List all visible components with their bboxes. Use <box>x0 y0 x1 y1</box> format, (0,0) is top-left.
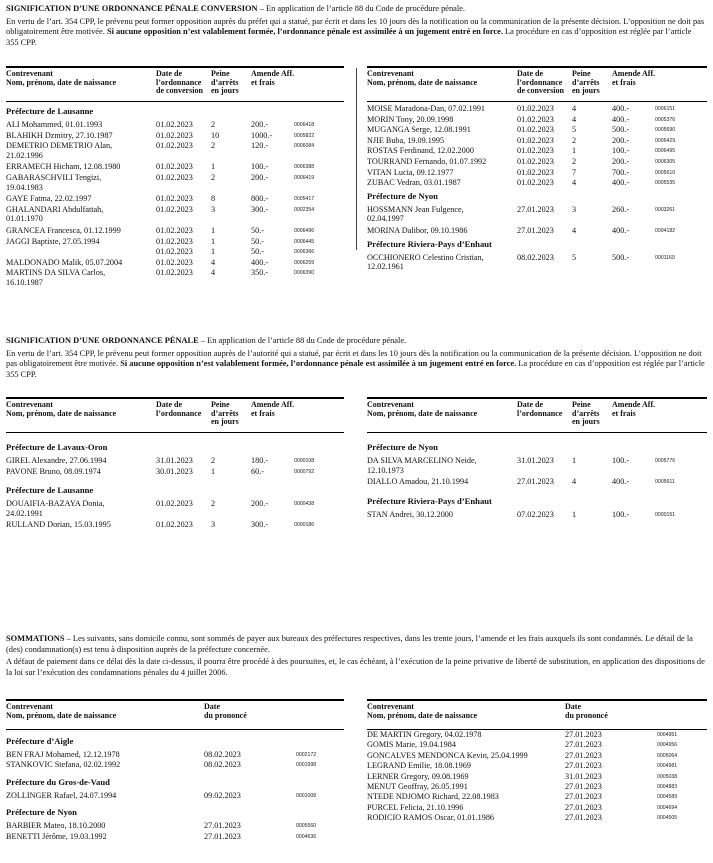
sec1-left-top-rule <box>6 66 344 68</box>
row-amende: 180.- <box>251 456 269 465</box>
row-name: BEN FRAJ Mohamed, 12.12.1978 <box>6 750 120 759</box>
row-date: 31.01.2023 <box>517 456 554 465</box>
row-peine: 10 <box>211 130 220 140</box>
column-header-date: Date du prononcé <box>565 702 608 720</box>
row-aff-number: 0000108 <box>294 458 315 464</box>
row-aff-number: 0000151 <box>655 511 676 518</box>
section-3-text: A défaut de paiement dans ce délai dès la date ci-dessus, il pourra être procédé à des poursuites, et, le cas échéant, à l’exécution de la peine privative de liberté de substitution, en application des dispositions de la loi sur l’exécution des condamnations pénales du 4 juillet 2006. <box>6 657 705 677</box>
row-name: DEMETRIO DEMETRIO Alan, 21.02.1996 <box>6 141 113 160</box>
column-header-date: Date de l’ordonnance de conversion <box>156 69 203 96</box>
row-name: GHALANDARI Abdulfattah, 01.01.1970 <box>6 204 104 224</box>
sec1-right-top-rule <box>367 66 707 68</box>
row-aff-number: 0001008 <box>296 792 317 799</box>
column-header-name: Contrevenant Nom, prénom, date de naissance <box>367 400 478 418</box>
row-aff-number: 0006390 <box>294 270 315 277</box>
row-amende: 50.- <box>251 236 264 246</box>
row-name: ALI Mohammed, 01.01.1993 <box>6 120 103 129</box>
row-peine: 1 <box>211 162 216 172</box>
row-date: 01.02.2023 <box>517 167 554 177</box>
row-name: GONCALVES MENDONCA Kevin, 25.04.1999 <box>367 750 528 760</box>
row-date: 27.01.2023 <box>565 782 602 791</box>
row-aff-number: 0001169 <box>655 254 675 261</box>
row-name: MORINA Dalibor, 09.10.1986 <box>367 226 468 235</box>
row-peine: 2 <box>572 157 577 166</box>
sec3-right-top-rule <box>367 699 707 701</box>
row-date: 27.01.2023 <box>565 730 602 739</box>
row-aff-number: 0000792 <box>294 468 315 475</box>
row-name: MALDONADO Malik, 05.07.2004 <box>6 257 123 267</box>
row-peine: 4 <box>572 114 577 124</box>
column-header-name: Contrevenant Nom, prénom, date de naissance <box>6 702 117 720</box>
row-peine: 1 <box>211 247 216 257</box>
row-aff-number: 0005535 <box>655 180 676 187</box>
row-aff-number: 0006084 <box>294 143 315 150</box>
row-date: 27.01.2023 <box>565 761 602 771</box>
row-peine: 2 <box>572 135 577 145</box>
column-header-peine: Peine d’arrêts en jours <box>211 400 239 427</box>
row-amende: 300.- <box>251 520 269 530</box>
section-1-text-end: La procédure en cas d’opposition est réglée par l’article 355 CPP. <box>6 27 692 47</box>
row-date: 01.02.2023 <box>156 130 193 140</box>
row-amende: 260.- <box>612 204 630 214</box>
row-amende: 100.- <box>612 146 630 156</box>
row-date: 27.01.2023 <box>204 821 241 831</box>
row-peine: 5 <box>572 125 577 135</box>
row-date: 27.01.2023 <box>517 204 554 214</box>
row-name: PAVONE Bruno, 08.09.1974 <box>6 466 101 476</box>
row-date: 27.01.2023 <box>204 831 241 841</box>
row-date: 27.01.2023 <box>565 792 602 802</box>
row-date: 01.02.2023 <box>156 247 193 257</box>
row-date: 01.02.2023 <box>156 520 193 530</box>
row-amende: 50.- <box>251 247 264 257</box>
row-aff-number: 0006151 <box>655 106 676 112</box>
column-header-date: Date du prononcé <box>204 702 247 720</box>
column-header-aff: Aff. <box>281 69 295 78</box>
row-aff-number: 0006388 <box>294 164 315 171</box>
row-aff-number: 0006495 <box>655 148 676 155</box>
row-date: 27.01.2023 <box>565 740 602 750</box>
row-peine: 1 <box>572 509 577 519</box>
column-header-amende: Amende et frais <box>251 69 280 87</box>
row-name: MARTINS DA SILVA Carlos, 16.10.1987 <box>6 268 106 287</box>
row-aff-number: 0004694 <box>657 804 678 811</box>
sec3-left-header-rule <box>6 729 344 730</box>
row-amende: 400.- <box>251 257 269 267</box>
column-header-name: Contrevenant Nom, prénom, date de naissance <box>367 69 478 87</box>
row-peine: 1 <box>211 466 216 476</box>
row-peine: 1 <box>572 146 577 156</box>
row-date: 27.01.2023 <box>565 813 602 823</box>
row-name: LEGRAND Emilie, 18.08.1969 <box>367 761 471 771</box>
row-date: 27.01.2023 <box>517 477 554 487</box>
row-amende: 50.- <box>251 226 264 235</box>
row-amende: 400.- <box>612 114 630 124</box>
row-aff-number: 0006429 <box>655 137 676 144</box>
row-name: GIREL Alexandre, 27.06.1994 <box>6 456 107 465</box>
sec2-left-top-rule <box>6 397 344 399</box>
row-date: 01.02.2023 <box>156 268 193 278</box>
row-aff-number: 0002172 <box>296 752 317 758</box>
row-aff-number: 0001998 <box>296 762 317 769</box>
section-3-title: SOMMATIONS <box>6 634 65 643</box>
row-date: 01.02.2023 <box>156 120 193 129</box>
row-peine: 4 <box>572 104 577 113</box>
row-name: NTEDE NDJOMO Richard, 22.08.1983 <box>367 792 499 802</box>
row-peine: 5 <box>572 252 577 262</box>
row-name: STANKOVIC Stefana, 02.02.1992 <box>6 760 121 770</box>
row-aff-number: 0005038 <box>657 773 678 780</box>
row-name: TOURRAND Fernando, 01.07.1992 <box>367 157 487 166</box>
row-date: 31.01.2023 <box>156 456 193 465</box>
row-aff-number: 0002354 <box>294 206 315 213</box>
row-amende: 500.- <box>612 252 630 262</box>
row-amende: 100.- <box>251 162 269 172</box>
row-name: ZOLLINGER Rafael, 24.07.1994 <box>6 790 117 800</box>
column-header-aff: Aff. <box>642 69 656 78</box>
sec1-column-separator <box>356 68 357 250</box>
row-name: ZUBAC Vedran, 03.01.1987 <box>367 178 461 188</box>
row-date: 31.01.2023 <box>565 771 602 781</box>
row-aff-number: 0006419 <box>294 175 315 181</box>
row-amende: 500.- <box>612 125 630 135</box>
row-peine: 1 <box>572 456 577 465</box>
row-name: PURCEL Felicia, 21.10.1996 <box>367 802 464 812</box>
row-amende: 700.- <box>612 167 630 177</box>
row-name: RULLAND Dorian, 15.03.1995 <box>6 520 111 530</box>
row-peine: 2 <box>211 141 216 151</box>
sec1-right-header-rule <box>367 101 707 102</box>
row-amende: 800.- <box>251 194 269 204</box>
row-name: LERNER Gregory, 09.08.1969 <box>367 771 469 781</box>
row-date: 01.02.2023 <box>517 135 554 145</box>
row-date: 01.02.2023 <box>156 204 193 214</box>
row-date: 08.02.2023 <box>517 252 554 262</box>
column-header-date: Date de l’ordonnance <box>517 400 563 418</box>
row-amende: 60.- <box>251 466 264 476</box>
row-date: 01.02.2023 <box>156 162 193 172</box>
row-date: 08.02.2023 <box>204 750 241 759</box>
section-2-title-rest: – En application de l’article 88 du Code de procédure pénale. <box>198 336 407 345</box>
row-aff-number: 0004589 <box>657 794 678 801</box>
section-3-intro <box>6 634 706 680</box>
section-1-text: En vertu de l’art. 354 CPP, le prévenu peut former opposition auprès du préfet qui a statué, par écrit et dans les 10 jours dès la notification ou la communication de la présente décision. L’opposition ne doit pas obligatoirement être motivée. <box>6 16 705 37</box>
row-amende: 1000.- <box>251 130 273 140</box>
row-date: 01.02.2023 <box>156 226 193 235</box>
row-name: NJIE Buba, 19.09.1995 <box>367 135 445 145</box>
row-aff-number: 0004981 <box>657 763 678 770</box>
prefecture-heading: Préfecture d’Aigle <box>6 736 74 746</box>
row-aff-number: 0004883 <box>657 784 678 790</box>
row-aff-number: 0006366 <box>294 249 315 256</box>
row-date: 30.01.2023 <box>156 466 193 476</box>
prefecture-heading: Préfecture de Nyon <box>367 442 438 452</box>
prefecture-heading: Préfecture Riviera-Pays d’Enhaut <box>367 495 492 506</box>
column-header-date: Date de l’ordonnance <box>156 400 202 418</box>
row-aff-number: 0006418 <box>294 122 315 128</box>
prefecture-heading: Préfecture de Lausanne <box>6 106 94 116</box>
row-amende: 400.- <box>612 477 630 487</box>
row-peine: 1 <box>211 226 216 235</box>
column-header-amende: Amende et frais <box>612 400 641 418</box>
row-aff-number: 0005611 <box>655 479 675 486</box>
row-peine: 2 <box>211 456 216 465</box>
prefecture-heading: Préfecture de Lausanne <box>6 485 94 496</box>
sec1-left-header-rule <box>6 101 344 102</box>
row-date: 01.02.2023 <box>156 257 193 267</box>
column-header-peine: Peine d’arrêts en jours <box>572 69 600 96</box>
prefecture-heading: Préfecture de Nyon <box>367 190 438 201</box>
section-2-bold-text: Si aucune opposition n’est valablement formée, l’ordonnance pénale est assimilée à un jugement entré en force. <box>120 359 517 369</box>
row-name: ROSTAS Ferdinand, 12.02.2000 <box>367 146 474 156</box>
row-name: JAGGI Baptiste, 27.05.1994 <box>6 236 100 246</box>
row-aff-number: 0005376 <box>655 116 676 123</box>
column-header-date: Date de l’ordonnance de conversion <box>517 69 564 96</box>
row-date: 27.01.2023 <box>565 802 602 812</box>
row-date: 01.02.2023 <box>517 104 554 113</box>
row-peine: 3 <box>572 204 577 214</box>
row-name: GABARASCHVILI Tengizi, 19.04.1983 <box>6 173 102 192</box>
row-aff-number: 0006305 <box>655 159 676 165</box>
column-header-name: Contrevenant Nom, prénom, date de naissance <box>367 702 478 720</box>
row-aff-number: 0004505 <box>657 815 678 822</box>
row-aff-number: 0000438 <box>294 501 315 508</box>
section-1-intro <box>6 4 706 50</box>
column-header-aff: Aff. <box>281 400 295 409</box>
sec2-left-header-rule <box>6 432 344 433</box>
row-date: 01.02.2023 <box>156 236 193 246</box>
row-aff-number: 0005690 <box>655 127 676 134</box>
row-name: GOMIS Marie, 19.04.1984 <box>367 740 456 750</box>
row-peine: 3 <box>211 520 216 530</box>
row-amende: 200.- <box>612 157 630 166</box>
row-aff-number: 0004951 <box>657 732 678 738</box>
prefecture-heading: Préfecture Riviera-Pays d’Enhaut <box>367 238 492 249</box>
row-peine: 1 <box>211 236 216 246</box>
row-aff-number: 0006445 <box>294 238 315 245</box>
row-name: DA SILVA MARCELINO Neide, 12.10.1973 <box>367 456 477 475</box>
column-header-name: Contrevenant Nom, prénom, date de naissance <box>6 69 117 87</box>
row-name: MOISE Maradona-Dan, 07.02.1991 <box>367 104 486 113</box>
row-peine: 4 <box>211 257 216 267</box>
column-header-peine: Peine d’arrêts en jours <box>572 400 600 427</box>
row-amende: 200.- <box>612 135 630 145</box>
row-date: 01.02.2023 <box>517 178 554 188</box>
row-aff-number: 0005776 <box>655 458 676 464</box>
row-date: 01.02.2023 <box>517 146 554 156</box>
section-1-title: SIGNIFICATION D’UNE ORDONNANCE PÉNALE CONVERSION <box>6 4 258 13</box>
row-amende: 200.- <box>251 173 269 182</box>
row-peine: 2 <box>211 120 216 129</box>
row-peine: 2 <box>211 173 216 182</box>
column-header-amende: Amende et frais <box>612 69 641 87</box>
section-3-title-rest: – Les suivants, sans domicile connu, sont sommés de payer aux bureaux des préfectures respectives, dans les trente jours, l’amende et les frais auxquels ils sont condamnés. Le détail de la (des) condamnation(s) est tenu à disposition auprès de la préfecture concernée. <box>6 634 693 654</box>
row-date: 07.02.2023 <box>517 509 554 519</box>
row-name: DOUAIFIA-BAZAYA Donia, 24.02.1991 <box>6 499 105 518</box>
row-name: DE MARTIN Gregory, 04.02.1978 <box>367 730 482 739</box>
row-name: DIALLO Amadou, 21.10.1994 <box>367 477 469 487</box>
row-date: 01.02.2023 <box>517 157 554 166</box>
row-amende: 300.- <box>251 204 269 214</box>
row-peine: 2 <box>211 499 216 509</box>
row-date: 01.02.2023 <box>156 141 193 151</box>
column-header-name: Contrevenant Nom, prénom, date de naissance <box>6 400 117 418</box>
row-peine: 4 <box>572 178 577 188</box>
row-name: MUGANGA Serge, 12.08.1991 <box>367 125 471 135</box>
section-1-bold-text: Si aucune opposition n’est valablement formée, l’ordonnance pénale est assimilée à un jugement entré en force. <box>106 27 503 37</box>
row-peine: 4 <box>572 226 577 235</box>
sec2-right-header-rule <box>367 432 707 433</box>
row-peine: 4 <box>572 477 577 487</box>
row-date: 09.02.2023 <box>204 790 241 800</box>
row-aff-number: 0005417 <box>294 196 315 203</box>
row-amende: 100.- <box>612 456 630 465</box>
row-name: BENETTI Jérôme, 19.03.1992 <box>6 831 107 841</box>
row-name: HOSSMANN Jean Fulgence, 02.04.1997 <box>367 204 464 224</box>
section-2-intro <box>6 336 706 382</box>
row-aff-number: 0006259 <box>294 259 315 266</box>
column-header-aff: Aff. <box>642 400 656 409</box>
row-aff-number: 0000186 <box>294 522 315 529</box>
sec2-right-top-rule <box>367 397 707 399</box>
column-header-amende: Amende et frais <box>251 400 280 418</box>
section-2-title: SIGNIFICATION D’UNE ORDONNANCE PÉNALE <box>6 336 199 345</box>
row-name: BARBIER Mateo, 18.10.2000 <box>6 821 106 831</box>
row-name: MENUT Geoffray, 26.05.1991 <box>367 782 468 791</box>
row-peine: 3 <box>211 204 216 214</box>
row-amende: 200.- <box>251 499 269 509</box>
row-name: GAYE Fatma, 22.02.1997 <box>6 194 92 204</box>
row-name: ERRAMECH Hicham, 12.08.1980 <box>6 162 121 172</box>
row-date: 01.02.2023 <box>156 194 193 204</box>
row-amende: 120.- <box>251 141 269 151</box>
row-amende: 400.- <box>612 104 630 113</box>
row-aff-number: 0006496 <box>294 228 315 234</box>
row-date: 08.02.2023 <box>204 760 241 770</box>
row-name: RODICIO RAMOS Oscar, 01.01.1986 <box>367 813 495 823</box>
row-aff-number: 0005560 <box>296 823 317 830</box>
row-date: 01.02.2023 <box>517 125 554 135</box>
row-amende: 100.- <box>612 509 630 519</box>
row-date: 01.02.2023 <box>156 499 193 509</box>
row-amende: 400.- <box>612 226 630 235</box>
row-aff-number: 0005064 <box>657 752 678 759</box>
row-name: STAN Andrei, 30.12.2000 <box>367 509 453 519</box>
row-amende: 350.- <box>251 268 269 278</box>
row-aff-number: 0005822 <box>294 132 315 139</box>
row-name: OCCHIONERO Celestino Cristian, 12.02.1961 <box>367 252 484 272</box>
row-aff-number: 0004182 <box>655 228 676 234</box>
prefecture-heading: Préfecture de Nyon <box>6 807 77 818</box>
row-name: MORIN Tony, 20.09.1998 <box>367 114 454 124</box>
row-amende: 400.- <box>612 178 630 188</box>
sec3-left-top-rule <box>6 699 344 701</box>
section-2-text-end: La procédure en cas d’opposition est réglée par l’article 355 CPP. <box>6 359 705 379</box>
prefecture-heading: Préfecture du Gros-de-Vaud <box>6 776 110 787</box>
row-aff-number: 0004956 <box>657 742 678 749</box>
row-name: VITAN Lucia, 09.12.1977 <box>367 167 454 177</box>
row-name: BLAHIKH Dzmitry, 27.10.1987 <box>6 130 113 140</box>
row-aff-number: 0005610 <box>655 169 676 176</box>
row-amende: 200.- <box>251 120 269 129</box>
section-2-text: En vertu de l’art. 354 CPP, le prévenu peut former opposition auprès de l’autorité qui a statué, par écrit et dans les 10 jours dès la notification ou la communication de la présente décision. L’opposition ne doit pas obligatoirement être motivée. <box>6 348 702 369</box>
row-peine: 7 <box>572 167 577 177</box>
row-aff-number: 0004636 <box>296 833 317 840</box>
row-date: 01.02.2023 <box>517 114 554 124</box>
row-aff-number: 0003261 <box>655 206 676 213</box>
row-peine: 4 <box>211 268 216 278</box>
row-date: 27.01.2023 <box>517 226 554 235</box>
row-date: 01.02.2023 <box>156 173 193 182</box>
row-peine: 8 <box>211 194 216 204</box>
row-date: 27.01.2023 <box>565 750 602 760</box>
prefecture-heading: Préfecture de Lavaux-Oron <box>6 442 108 452</box>
section-1-title-rest: – En application de l’article 88 du Code de procédure pénale. <box>257 4 466 13</box>
column-header-peine: Peine d’arrêts en jours <box>211 69 239 96</box>
row-name: GRANCEA Francesca, 01.12.1999 <box>6 226 121 235</box>
